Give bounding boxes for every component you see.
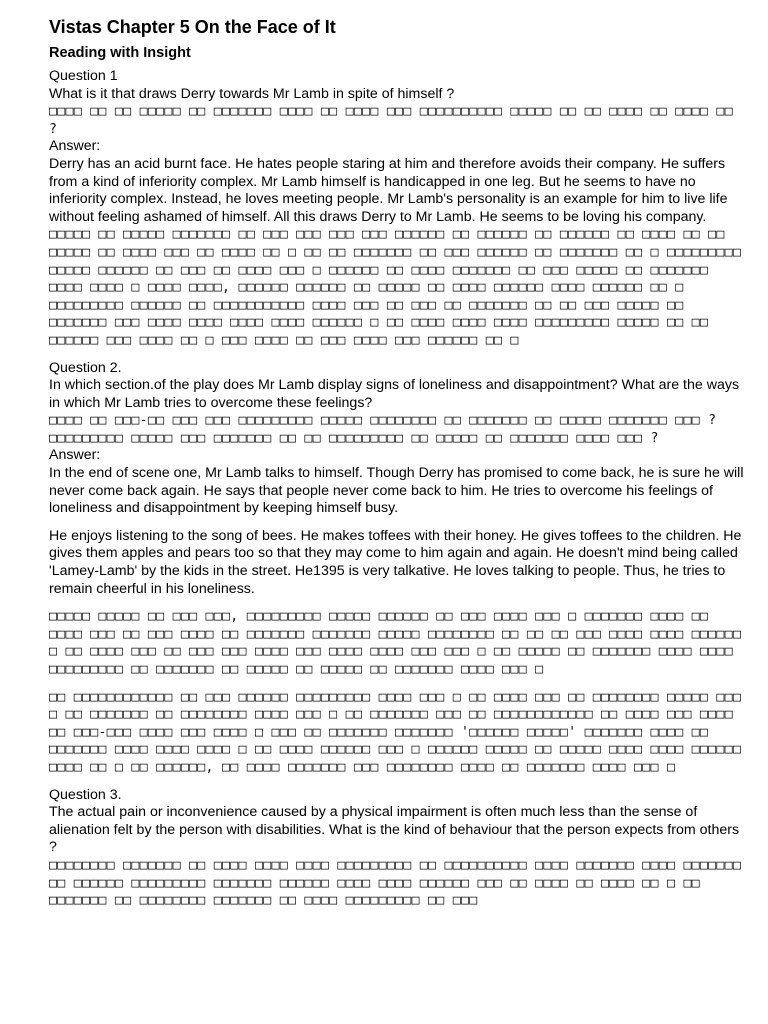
answer-2-hindi-paragraph-2: □□ □□□□□□□□□□□□ □□ □□□ □□□□□□ □□□□□□□□□ □□□□ □□□ □ □□ □□□□ □□□ □□ □□□□□□□□ □□□□□ □□□ □ □□ □□□□□□□ □□ □□□□□□□□ □□□□ □□□ □ □□ □□□□□□□ □□□ □□ □□□□□□□□□□□□ □□ □□□□ □□□ □□□□ □□ □□□-□□□ □□□□ □□□ □□□□ □ □□□ □□ □□□□□□□ □□□□□□□ '□□□□□□ □□□□□' □□□□□□□ □□□□ □□ □□□□□□□ □□□□ □□□□ □□□□ □ □□ □□□□ □□□□□□ □□□ □ □□□□□□ □□□□□ □□ □□□□□ □□□□ □□□□ □□□□□□ □□□□ □□ □ □□ □□□□□□, □□ □□□□ □□□□□□□ □□□ □□□□□□□□ □□□□ □□ □□□□□□□ □□□□ □□□ □: [49, 689, 742, 775]
answer-2-paragraph-1: In the end of scene one, Mr Lamb talks to himself. Though Derry has promised to come back, he is sure he will never come back again. He says that people never come back to him. He tries to overcome his feelings of loneliness and disappointment by keeping himself busy.: [49, 465, 744, 517]
answer-2-hindi-paragraph-1: □□□□□ □□□□□ □□ □□□ □□□, □□□□□□□□□ □□□□□ □□□□□□ □□ □□□ □□□□ □□□ □ □□□□□□□ □□□□ □□ □□□□ □□□ □□ □□□ □□□□ □□ □□□□□□□ □□□□□□□ □□□□□ □□□□□□□□ □□ □□ □□ □□□ □□□□ □□□□ □□□□□□ □ □□ □□□□ □□□ □□ □□□ □□□ □□□□ □□□ □□□□ □□□□ □□□ □□□ □ □□ □□□□□ □□ □□□□□□□ □□□□ □□□□ □□□□□□□□□ □□ □□□□□□□ □□ □□□□□ □□ □□□□□ □□ □□□□□□□ □□□□ □□□ □: [49, 609, 742, 677]
question-1-text-hindi: □□□□ □□ □□ □□□□□ □□ □□□□□□□ □□□□ □□ □□□□ □□□ □□□□□□□□□□ □□□□□ □□ □□ □□□□ □□ □□□□ □□ ?: [49, 104, 733, 137]
question-1-block: [49, 68, 746, 350]
question-2-text-hindi: □□□□ □□ □□□-□□ □□□ □□□ □□□□□□□□□ □□□□□ □□□□□□□□ □□ □□□□□□□ □□ □□□□□ □□□□□□□ □□□ ? □□□□□□□□□ □□□□□ □□□ □□□□□□□ □□ □□ □□□□□□□□□ □□ □□□□□ □□ □□□□□□□ □□□□ □□□ ?: [49, 413, 717, 446]
page-title: Vistas Chapter 5 On the Face of It: [49, 17, 336, 37]
question-2-block: [49, 360, 746, 777]
answer-1-label: Answer:: [49, 138, 101, 155]
answer-2-paragraph-2: He enjoys listening to the song of bees. He makes toffees with their honey. He gives toffees to the children. He gives them apples and pears too so that they may come to him again and again. He doesn't mind being called 'Lamey-Lamb' by the kids in the street. He1395 is very talkative. He loves talking to people. Thus, he tries to remain cheerful in his loneliness.: [49, 527, 742, 597]
answer-1-text-hindi: □□□□□ □□ □□□□□ □□□□□□□ □□ □□□ □□□ □□□ □□□ □□□□□□ □□ □□□□□□ □□ □□□□□□ □□ □□□□ □□ □□ □□□□□ □□ □□□□ □□□ □□ □□□□ □□ □ □□ □□ □□□□□□□ □□ □□□ □□□□□□ □□ □□□□□□□ □□ □ □□□□□□□□□ □□□□□ □□□□□□ □□ □□□ □□ □□□□ □□□ □ □□□□□□ □□ □□□□ □□□□□□□ □□ □□□ □□□□□ □□ □□□□□□□ □□□□ □□□□ □ □□□□ □□□□, □□□□□□ □□□□□□ □□ □□□□□ □□ □□□□ □□□□□□ □□□□ □□□□□□ □□ □ □□□□□□□□□ □□□□□□ □□ □□□□□□□□□□□ □□□□ □□□ □□ □□□ □□ □□□□□□□ □□ □□ □□□ □□□□□ □□ □□□□□□□ □□□ □□□□ □□□□ □□□□ □□□□ □□□□□□ □ □□ □□□□ □□□□ □□□□ □□□□□□□□□ □□□□□ □□ □□ □□□□□□ □□□ □□□□ □□ □ □□□ □□□□ □□ □□□ □□□□ □□□ □□□□□□ □□ □: [49, 227, 742, 348]
question-2-text: In which section.of the play does Mr Lamb display signs of loneliness and disappointment? What are the ways in which Mr Lamb tries to overcome these feelings?: [49, 377, 740, 411]
question-3-label: Question 3.: [49, 786, 122, 803]
question-3-text-hindi: □□□□□□□□ □□□□□□□ □□ □□□□ □□□□ □□□□ □□□□□□□□□ □□ □□□□□□□□□□ □□□□ □□□□□□□ □□□□ □□□□□□□ □□ □□□□□□ □□□□□□□□□ □□□□□□□ □□□□□□ □□□□ □□□□ □□□□□□ □□□ □□ □□□□ □□ □□□□ □□ □ □□ □□□□□□□ □□ □□□□□□□□ □□□□□□□ □□ □□□□ □□□□□□□□□ □□ □□□: [49, 857, 742, 909]
question-1-text: What is it that draws Derry towards Mr Lamb in spite of himself ?: [49, 85, 455, 102]
answer-1-text: Derry has an acid burnt face. He hates people staring at him and therefore avoids their company. He suffers from a kind of inferiority complex. Mr Lamb himself is handicapped in one leg. But he seems to have no inferiority complex. Instead, he loves meeting people. Mr Lamb's personality is an example for him to live life without feeling ashamed of himself. All this draws Derry to Mr Lamb. He seems to be loving his company.: [49, 155, 728, 225]
question-3-text: The actual pain or inconvenience caused by a physical impairment is often much less than the sense of alienation felt by the person with disabilities. What is the kind of behaviour that the person expects from others ?: [49, 804, 740, 856]
question-1-label: Question 1: [49, 68, 118, 84]
section-heading: Reading with Insight: [49, 45, 191, 61]
question-3-block: [49, 787, 746, 910]
question-2-label: Question 2.: [49, 359, 122, 376]
answer-2-label: Answer:: [49, 447, 101, 464]
